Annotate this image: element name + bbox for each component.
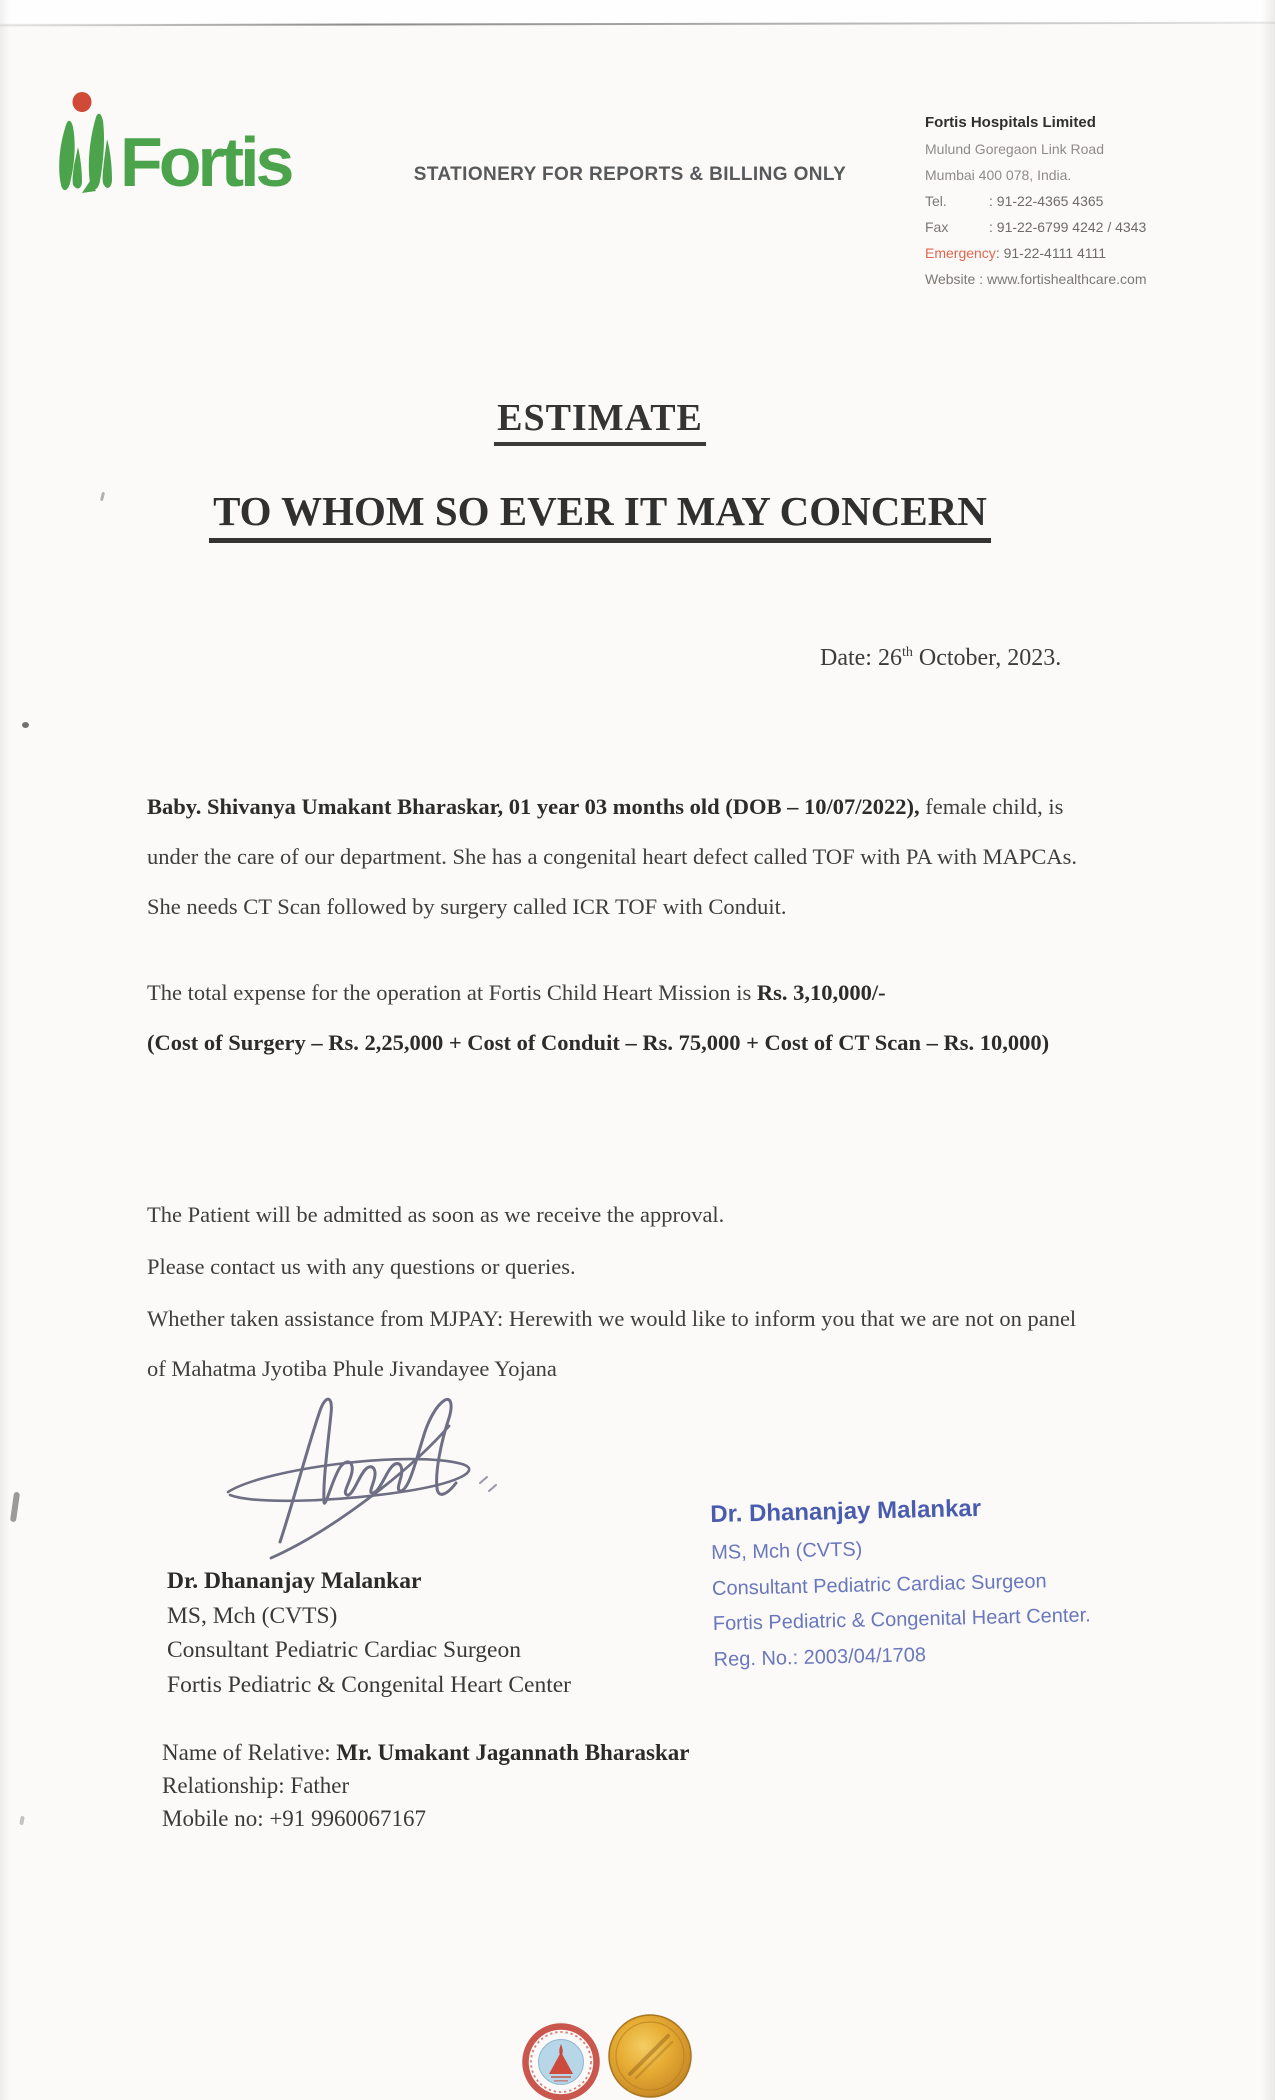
stamp-designation: Consultant Pediatric Cardiac Surgeon bbox=[711, 1569, 1047, 1600]
fax-value: : 91-22-6799 4242 / 4343 bbox=[989, 219, 1147, 235]
signatory-block bbox=[167, 1564, 571, 1702]
fax-label: Fax bbox=[925, 219, 949, 235]
mjpay-line: Whether taken assistance from MJPAY: Herewith we would like to inform you that we are not on panel of Mahatma Jyotiba Phule Jivandayee Yojana bbox=[147, 1306, 1077, 1381]
scan-artifact bbox=[19, 1816, 25, 1826]
stamp-reg-no: Reg. No.: 2003/04/1708 bbox=[713, 1643, 927, 1671]
patient-paragraph bbox=[147, 782, 1097, 932]
date-suffix: October, 2023. bbox=[912, 645, 1062, 671]
signature-ink-icon bbox=[208, 1380, 518, 1575]
expense-paragraph bbox=[147, 968, 1097, 1068]
logo-red-dot-icon bbox=[73, 92, 92, 112]
gold-seal-icon bbox=[606, 2012, 694, 2100]
emergency-value: : 91-22-4111 4111 bbox=[995, 245, 1107, 261]
relative-mobile-line: Mobile no: +91 9960067167 bbox=[162, 1806, 427, 1831]
document-title: ESTIMATE bbox=[494, 396, 706, 446]
signatory-designation: Consultant Pediatric Cardiac Surgeon bbox=[167, 1637, 521, 1663]
stamp-department: Fortis Pediatric & Congenital Heart Center. bbox=[712, 1604, 1091, 1635]
tel-row bbox=[925, 188, 1245, 214]
fortis-logo bbox=[52, 85, 302, 200]
expense-breakdown: (Cost of Surgery – Rs. 2,25,000 + Cost of Conduit – Rs. 75,000 + Cost of CT Scan – Rs. 10,000) bbox=[147, 1030, 1050, 1055]
document-subtitle: TO WHOM SO EVER IT MAY CONCERN bbox=[209, 487, 991, 543]
hospital-round-seal bbox=[521, 2022, 601, 2100]
gold-foil-seal bbox=[606, 2012, 694, 2100]
expense-intro: The total expense for the operation at Fortis Child Heart Mission is bbox=[147, 980, 757, 1005]
relative-name-line bbox=[162, 1736, 690, 1769]
scan-artifact bbox=[100, 492, 105, 501]
scan-top-strip bbox=[0, 0, 1275, 23]
contact-line: Please contact us with any questions or queries. bbox=[147, 1254, 576, 1279]
title-row bbox=[130, 396, 1070, 446]
admission-line: The Patient will be admitted as soon as we receive the approval. bbox=[147, 1202, 725, 1227]
logo-figure-left-icon bbox=[59, 121, 82, 190]
address-line-2: Mumbai 400 078, India. bbox=[925, 167, 1072, 183]
round-seal-icon bbox=[521, 2022, 601, 2100]
signatory-qualification: MS, Mch (CVTS) bbox=[167, 1602, 338, 1629]
relative-name: Mr. Umakant Jagannath Bharaskar bbox=[336, 1740, 690, 1765]
website-line: Website : www.fortishealthcare.com bbox=[925, 271, 1147, 287]
stamp-qualification: MS, Mch (CVTS) bbox=[710, 1538, 863, 1564]
expense-total: Rs. 3,10,000/- bbox=[756, 980, 886, 1005]
relative-label: Name of Relative: bbox=[162, 1740, 337, 1765]
stationery-note: STATIONERY FOR REPORTS & BILLING ONLY bbox=[413, 164, 847, 185]
tel-value: : 91-22-4365 4365 bbox=[989, 193, 1104, 209]
fax-row bbox=[925, 214, 1245, 240]
signatory-department: Fortis Pediatric & Congenital Heart Center bbox=[167, 1671, 571, 1698]
date-ordinal: th bbox=[901, 645, 913, 660]
date-prefix: Date: 26 bbox=[820, 645, 902, 671]
stamp-doctor-name: Dr. Dhananjay Malankar bbox=[710, 1494, 982, 1529]
scan-artifact bbox=[10, 1492, 20, 1523]
handwritten-signature bbox=[208, 1380, 518, 1575]
relative-block bbox=[162, 1736, 690, 1835]
patient-details-bold: Baby. Shivanya Umakant Bharaskar, 01 year 03 months old (DOB – 10/07/2022), bbox=[147, 794, 920, 819]
letterhead-block bbox=[925, 110, 1245, 292]
patient-details-rest: female child, is under the care of our department. She has a congenital heart defect called TOF with PA with MAPCAs. She needs CT Scan followed by surgery called ICR TOF with Conduit. bbox=[147, 794, 1077, 919]
scan-right-shadow bbox=[1261, 0, 1275, 2100]
relative-relationship-line: Relationship: Father bbox=[162, 1773, 350, 1798]
scan-left-shadow bbox=[0, 0, 10, 2100]
hospital-name: Fortis Hospitals Limited bbox=[925, 114, 1096, 131]
doctor-stamp bbox=[710, 1491, 1154, 1678]
logo-wordmark: Fortis bbox=[120, 123, 291, 200]
logo-figure-right-icon bbox=[82, 114, 112, 193]
signatory-name: Dr. Dhananjay Malankar bbox=[167, 1568, 422, 1594]
subtitle-row bbox=[130, 487, 1070, 543]
fortis-logo-icon bbox=[52, 85, 302, 200]
address-line-1: Mulund Goregaon Link Road bbox=[925, 141, 1105, 157]
emergency-row bbox=[925, 240, 1245, 266]
tel-label: Tel. bbox=[925, 193, 947, 209]
emergency-label: Emergency bbox=[925, 245, 996, 261]
date-line bbox=[820, 645, 1061, 672]
scan-artifact bbox=[22, 722, 29, 728]
